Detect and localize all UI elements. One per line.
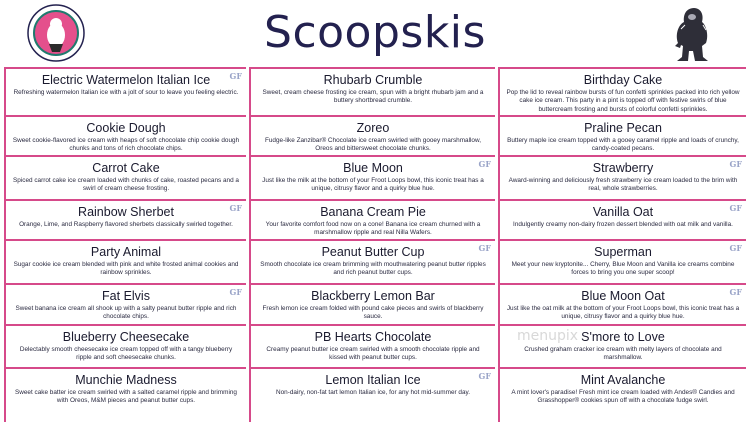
- flavor-name: Blackberry Lemon Bar: [311, 289, 435, 303]
- flavor-name: Blueberry Cheesecake: [62, 330, 190, 344]
- menu-item: [498, 239, 746, 283]
- menu-item: [249, 283, 495, 324]
- bigfoot-mascot-icon: [668, 5, 720, 63]
- menu-item: [498, 67, 746, 115]
- flavor-name: Zoreo: [356, 121, 390, 135]
- menu-grid: [4, 67, 746, 422]
- flavor-name: Mint Avalanche: [580, 373, 666, 387]
- menu-item: [249, 115, 495, 155]
- menu-item: [4, 199, 246, 239]
- gluten-free-badge: GF: [478, 159, 491, 169]
- gluten-free-badge: GF: [729, 159, 742, 169]
- flavor-name: Electric Watermelon Italian Ice: [41, 73, 211, 87]
- flavor-name: Blue Moon: [343, 161, 403, 175]
- flavor-name: Strawberry: [592, 161, 654, 175]
- page-title: Scoopskis: [264, 7, 486, 58]
- flavor-description: Orange, Lime, and Raspberry flavored sherbets classically swirled together.: [19, 221, 233, 228]
- flavor-name: Cookie Dough: [86, 121, 166, 135]
- flavor-description: Spiced carrot cake ice cream loaded with chunks of cake, roasted pecans and a swirl of cream cheese frosting.: [13, 177, 239, 193]
- gluten-free-badge: GF: [229, 71, 242, 81]
- flavor-description: Meet your new kryptonite... Cherry, Blue Moon and Vanilla ice creams combine forces to bring you one super scoop!: [511, 261, 735, 277]
- flavor-name: Fat Elvis: [102, 289, 150, 303]
- menupix-watermark: menupix: [517, 328, 579, 344]
- flavor-description: Fresh lemon ice cream folded with pound cake pieces and swirls of blackberry sauce.: [262, 305, 484, 321]
- gluten-free-badge: GF: [729, 243, 742, 253]
- flavor-description: Sweet cookie-flavored ice cream with heaps of soft chocolate chip cookie dough chunks and tons of rich chocolate chips.: [12, 137, 240, 153]
- gluten-free-badge: GF: [229, 203, 242, 213]
- flavor-description: A mint lover's paradise! Fresh mint ice cream loaded with Andes® Candies and Grasshopper® cookies spun off with a chocolate fudge swirl.: [511, 389, 735, 405]
- menu-item: [498, 283, 746, 324]
- menu-item: [4, 367, 246, 422]
- flavor-description: Sweet, cream cheese frosting ice cream, spun with a bright rhubarb jam and a buttery shortbread crumble.: [262, 89, 484, 105]
- flavor-description: Sweet banana ice cream all shook up with a salty peanut butter ripple and rich chocolate chips.: [15, 305, 237, 321]
- flavor-description: Your favorite comfort food now on a cone! Banana ice cream churned with a marshmallow ripple and real Nilla Wafers.: [265, 221, 481, 237]
- menu-item: [249, 199, 495, 239]
- flavor-description: Buttery maple ice cream topped with a gooey caramel ripple and loads of crunchy, candy-coated pecans.: [507, 137, 739, 153]
- header: [0, 0, 750, 66]
- flavor-name: Birthday Cake: [583, 73, 663, 87]
- flavor-name: Rainbow Sherbet: [78, 205, 174, 219]
- flavor-description: Fudge-like Zanzibar® Chocolate ice cream swirled with gooey marshmallow, Oreos and bittersweet chocolate chunks.: [264, 137, 482, 153]
- flavor-description: Smooth chocolate ice cream brimming with mouthwatering peanut butter ripples and rich peanut butter cups.: [260, 261, 486, 277]
- flavor-description: Refreshing watermelon Italian ice with a jolt of sour to leave you feeling electric.: [13, 89, 239, 96]
- gluten-free-badge: GF: [729, 287, 742, 297]
- menu-item: [498, 367, 746, 422]
- flavor-description: Indulgently creamy non-dairy frozen dessert blended with oat milk and vanilla.: [513, 221, 733, 228]
- menu-column: [249, 67, 495, 422]
- menu-item: [4, 283, 246, 324]
- flavor-name: Praline Pecan: [584, 121, 662, 135]
- menu-item: [249, 324, 495, 367]
- gluten-free-badge: GF: [478, 243, 491, 253]
- gluten-free-badge: GF: [478, 371, 491, 381]
- flavor-name: Munchie Madness: [75, 373, 177, 387]
- menu-item: [4, 155, 246, 199]
- flavor-description: Sweet cake batter ice cream swirled with a salted caramel ripple and brimming with Oreos, M&M pieces and peanut butter cups.: [15, 389, 237, 405]
- flavor-name: Superman: [594, 245, 652, 259]
- menu-item: [498, 155, 746, 199]
- menu-item: [4, 239, 246, 283]
- menu-item: [249, 239, 495, 283]
- menu-item: [498, 115, 746, 155]
- menu-column: [498, 67, 746, 422]
- flavor-description: Delectably smooth cheesecake ice cream topped off with a tangy blueberry ripple and soft cheesecake chunks.: [19, 346, 233, 362]
- menu-item: [4, 67, 246, 115]
- menu-item: [249, 155, 495, 199]
- menu-item: [249, 67, 495, 115]
- flavor-description: Just like the oat milk at the bottom of your Froot Loops bowl, this iconic treat has a unique, citrusy flavor and a quirky blue hue.: [506, 305, 740, 321]
- flavor-name: PB Hearts Chocolate: [314, 330, 432, 344]
- menu-item: [4, 115, 246, 155]
- flavor-description: Sugar cookie ice cream blended with pink and white frosted animal cookies and rainbow sprinkles.: [13, 261, 239, 277]
- gluten-free-badge: GF: [729, 203, 742, 213]
- flavor-description: Creamy peanut butter ice cream swirled with a smooth chocolate ripple and kissed with peanut butter cups.: [266, 346, 480, 362]
- flavor-description: Pop the lid to reveal rainbow bursts of fun confetti sprinkles packed into rich yellow cake ice cream. This party in a pint is topped off with festive swirls of blue buttercream frosting and bursts of colorful confetti sprinkles.: [506, 89, 740, 113]
- gluten-free-badge: GF: [229, 287, 242, 297]
- flavor-name: Vanilla Oat: [592, 205, 654, 219]
- flavor-description: Award-winning and deliciously fresh strawberry ice cream loaded to the brim with real, whole strawberries.: [508, 177, 738, 193]
- flavor-name: Peanut Butter Cup: [321, 245, 425, 259]
- flavor-description: Just like the milk at the bottom of your Froot Loops bowl, this iconic treat has a unique, citrusy flavor and a quirky blue hue.: [262, 177, 484, 193]
- flavor-description: Non-dairy, non-fat tart lemon Italian ice, for any hot mid-summer day.: [275, 389, 471, 396]
- menu-item: [249, 367, 495, 422]
- flavor-name: Carrot Cake: [92, 161, 160, 175]
- menu-column: [4, 67, 246, 422]
- menu-item: [498, 199, 746, 239]
- flavor-name: Blue Moon Oat: [581, 289, 665, 303]
- flavor-name: Party Animal: [90, 245, 162, 259]
- menu-item: [4, 324, 246, 367]
- flavor-name: S'more to Love: [581, 330, 665, 344]
- flavor-description: Crushed graham cracker ice cream with melty layers of chocolate and marshmallow.: [524, 346, 722, 362]
- flavor-name: Banana Cream Pie: [320, 205, 426, 219]
- flavor-name: Lemon Italian Ice: [325, 373, 421, 387]
- flavor-name: Rhubarb Crumble: [323, 73, 423, 87]
